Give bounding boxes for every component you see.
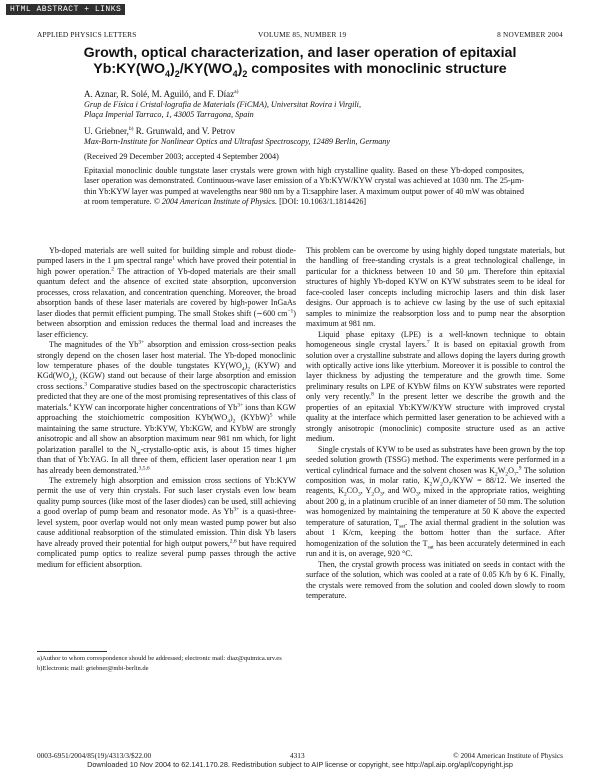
received-dates: (Received 29 December 2003; accepted 4 September 2004): [84, 152, 279, 161]
title-line-2: $Yb:KY(WO_4)_2/KY(WO_4)_2$ composites with monoclinic structure: [93, 61, 507, 79]
issn-code: 0003-6951/2004/85(19)/4313/3/$22.00: [37, 751, 152, 760]
body-column-left: Yb-doped materials are well suited for building simple and robust diode-pumped lasers in the 1 μm spectral range$^1$ which have proved their potential in high power operation.$^2$ The attraction of Yb-doped materials are their small quantum defect and the absence of excited state absorption, upconversion processes, cross relaxation, and concentration quenching. Moreover, the broad absorption bands of these laser materials are covered by high-power InGaAs laser diodes that permit efficient pumping. The small Stokes shift (∼600 $cm^{-1}$) between absorption and emission reduces the thermal load and increases the laser efficiency. The magnitudes of the $Yb^{3+}$ absorption and emission cross-section peaks strongly depend on the chosen laser host material. The Yb-doped monoclinic low temperature phases of the double tungstates $KY(WO_4)_2$ (KYW) and $KGd(WO_4)_2$ (KGW) stand out because of their large absorption and emission cross sections.$^3$ Comparative studies based on the spectroscopic characteristics predicted that they are one of the most promising representatives of this class of materials.$^4$ KYW can incorporate higher concentrations of $Yb^{3+}$ ions than KGW approaching the stoichiometric composition $KYb(WO_4)_2$ (KYbW)$^5$ while maintaining the same structure. Yb:KYW, Yb:KGW, and KYbW are strongly anisotropic and all show an absorption maximum near 981 nm which, for light polarization parallel to the $N_m-crystallo$-optic axis, is about 15 times higher than that of Yb:YAG. In all three of them, efficient laser operation near 1 μm has already been demonstrated.$^{3,5,6}$ The extremely high absorption and emission cross sections of Yb:KYW permit the use of very thin crystals. For such laser crystals even low beam quality pump sources (like most of the laser diodes) can be used, still achieving a good overlap of pump beam and resonator mode. As $Yb^{3+}$ is a quasi-three-level system, poor overlap would not only mean wasted pump power but also cause additional reabsorption of the stimulated emission. Thin disk Yb lasers have already proved their potential for high output powers,$^{2,6}$ but have required complicated pump optics to realize several pump passes through the active medium for efficient absorption.: [37, 246, 297, 569]
paper-title: [0, 45, 600, 77]
page-number: 4313: [290, 751, 305, 760]
body-column-right: This problem can be overcome by using highly doped tungstate materials, but the handling of free-standing crystals is a great technological challenge, in particular for a thickness between 10 and 50 μm. Therefore thin epitaxial structures of highly Yb-doped KYW on KYW substrates seem to be ideal for face-cooled laser concepts including microchip lasers and thin disk laser designs. Our approach is to achieve cw lasing by the use of such epitaxial samples to minimize the reabsorption loss and to pump near the absorption maximum at 981 nm. Liquid phase epitaxy (LPE) is a well-known technique to obtain homogeneous single crystal layers.$^7$ It is based on epitaxial growth from solution over a crystalline substrate and allows doping the layers during growth with optically active ions like ytterbium. Moreover it is possible to control the layer thickness by adjusting the temperature and the growth time. Some preliminary results on LPE of KYbW films on KYW substrates were reported only very recently.$^8$ In the present letter we describe the growth and the properties of an epitaxial Yb:KYW/KYW structure with improved crystal quality at the interface which permitted laser generation to be achieved with a strongly anisotropic (monoclinic) composite structure used as an active medium. Single crystals of KYW to be used as substrates have been grown by the top seeded solution growth (TSSG) method. The experiments were performed in a vertical cylindrical furnace and the solvent chosen was $K_2W_2O_7.^9$ The solution composition was, in molar ratio, $K_2W_2O_7$/KYW = 88/12. We inserted the reagents, $K_2CO_3$, $Y_2O_3$, and $WO_3$, mixed in the appropriate ratios, weighting about 200 g, in a platinum crucible of an inner diameter of 50 mm. The solution was homogenized by maintaining the temperature at 50 K above the expected temperature of saturation, $T_{sat}$. The axial thermal gradient in the solution was about 1 K/cm, keeping the bottom hotter than the surface. After homogenization of the solution the $T_{sat}$ has been accurately determined in each run and it is, on average, 920 °C. Then, the crystal growth process was initiated on seeds in contact with the surface of the solution, which was cooled at a rate of 0.05 K/h by 6 K. Finally, the crystals were removed from the solution and cooled down slowly to room temperature.: [306, 246, 566, 600]
footnote-divider: [37, 651, 107, 652]
html-abstract-links-button[interactable]: HTML ABSTRACT + LINKS: [6, 4, 125, 15]
copyright-footer: © 2004 American Institute of Physics: [453, 751, 563, 760]
volume-number: VOLUME 85, NUMBER 19: [258, 30, 347, 39]
authors-group-1: A. Aznar, R. Solé, M. Aguiló, and F. Díaz$^{a)}$: [84, 89, 239, 99]
journal-name: APPLIED PHYSICS LETTERS: [37, 30, 137, 39]
footnote-b: b)Electronic mail: griebner@mbi-berlin.de: [37, 665, 149, 673]
affiliation-2: Max-Born-Institute for Nonlinear Optics and Ultrafast Spectroscopy, 12489 Berlin, Germany: [84, 137, 391, 146]
download-notice: Downloaded 10 Nov 2004 to 62.141.170.28. Redistribution subject to AIP license or copyright, see http://apl.aip.org/apl/copyright.jsp: [87, 760, 513, 769]
issue-date: 8 NOVEMBER 2004: [497, 30, 563, 39]
doi-link[interactable]: [DOI: 10.1063/1.1814426]: [279, 196, 367, 206]
footnotes: [37, 655, 296, 675]
affiliation-1: Grup de Física i Cristal·lografia de Materials (FiCMA), Universitat Rovira i Virgili, Plaça Imperial Tarraco, 1, 43005 Tarragona, Spain: [84, 100, 361, 119]
title-line-1: Growth, optical characterization, and laser operation of epitaxial: [83, 45, 517, 61]
footnote-a: a)Author to whom correspondence should be addressed; electronic mail: diaz@quimica.urv.es: [37, 655, 282, 662]
authors-group-2: U. Griebner,$^{b)}$ R. Grunwald, and V. Petrov: [84, 126, 236, 136]
abstract: Epitaxial monoclinic double tungstate laser crystals were grown with high crystalline quality. Based on these Yb-doped composites, laser operation was demonstrated. Continuous-wave laser emission of a Yb:KYW/KYW crystal was achieved at 1030 nm. The 25-μm-thin Yb:KYW layer was pumped at wavelengths near 980 nm by a Ti:sapphire laser. A maximum output power of 40 mW was obtained at room temperature. © 2004 American Institute of Physics. [DOI: 10.1063/1.1814426]: [84, 166, 524, 206]
